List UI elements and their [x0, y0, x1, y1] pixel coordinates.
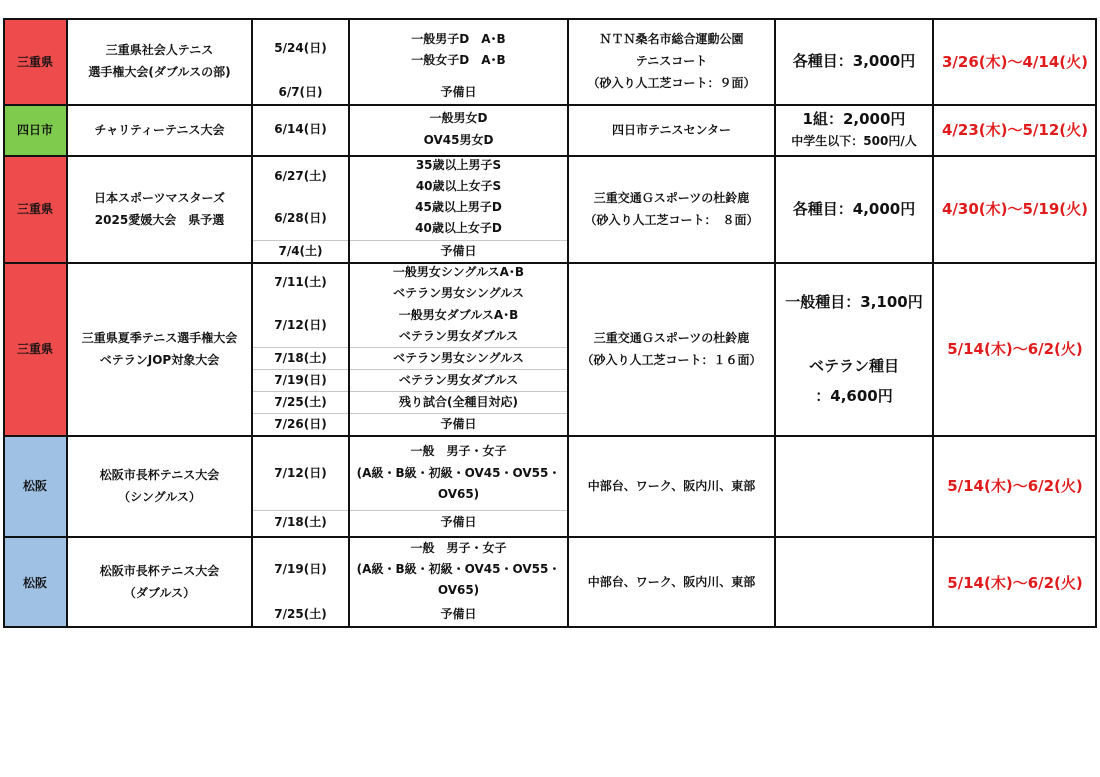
venue-line: （砂入り人工芝コート：１６面） — [581, 352, 762, 367]
fee-line: 中学生以下：500円/人 — [791, 133, 917, 148]
fee-cell — [775, 536, 933, 628]
date-label: 6/14(日) — [274, 122, 327, 136]
region-label: 松阪 — [22, 479, 47, 493]
fee-line: 各種目：4,000円 — [792, 199, 916, 218]
venue-line: 中部台、ワーク、阪内川、東部 — [587, 575, 756, 589]
event-label: 35歳以上男子S — [415, 158, 502, 172]
region-cell — [3, 18, 67, 104]
venue-line: ＮＴＮ桑名市総合運動公園 — [599, 32, 744, 46]
fee-cell — [775, 18, 933, 104]
row-divider — [252, 347, 568, 348]
tournament-name-line: 松阪市長杯テニス大会 — [99, 467, 220, 482]
row-divider — [252, 240, 568, 241]
fee-cell — [775, 262, 933, 435]
tournament-name-line: （シングルス） — [118, 489, 201, 504]
fee-cell — [775, 435, 933, 536]
date-label: 6/28(日) — [274, 211, 327, 225]
region-cell — [3, 262, 67, 435]
event-label: (A級・B級・初級・OV45・OV55・ — [356, 562, 561, 576]
event-label: OV65) — [437, 487, 480, 501]
event-label: (A級・B級・初級・OV45・OV55・ — [356, 466, 561, 480]
date-label: 7/19(日) — [274, 373, 327, 387]
region-cell — [3, 104, 67, 155]
venue-line: 三重交通Ｇスポーツの杜鈴鹿 — [593, 190, 750, 205]
venue-cell — [568, 104, 775, 155]
region-label: 三重県 — [16, 202, 53, 216]
fee-line: 各種目：3,000円 — [792, 52, 916, 70]
column-border — [567, 18, 569, 628]
event-label: 40歳以上女子S — [415, 179, 502, 193]
column-border — [66, 18, 68, 628]
fee-line: ：4,600円 — [815, 386, 893, 405]
venue-cell — [568, 155, 775, 262]
deadline-label: 4/23(木)～5/12(火) — [941, 121, 1088, 139]
fee-line: 一般種目：3,100円 — [785, 292, 923, 311]
date-label: 7/26(日) — [274, 417, 327, 431]
region-label: 四日市 — [16, 123, 53, 137]
tournament-name-cell — [67, 435, 252, 536]
region-cell — [3, 536, 67, 628]
event-label: 予備日 — [440, 607, 477, 621]
fee-cell — [775, 104, 933, 155]
fee-line: ベテラン種目 — [808, 356, 899, 375]
column-border — [348, 18, 350, 628]
row-divider — [252, 413, 568, 414]
fee-cell — [775, 155, 933, 262]
deadline-label: 3/26(木)～4/14(火) — [941, 52, 1088, 71]
date-label: 7/11(土) — [274, 275, 327, 289]
deadline-label: 5/14(木)～6/2(火) — [947, 340, 1083, 358]
region-cell — [3, 435, 67, 536]
row-divider — [252, 369, 568, 370]
deadline-cell — [933, 18, 1097, 104]
date-label: 7/12(日) — [274, 318, 327, 332]
column-border — [932, 18, 934, 628]
date-label: 7/25(土) — [274, 395, 327, 409]
tournament-name-line: 2025愛媛大会 県予選 — [94, 212, 225, 227]
region-label: 松阪 — [22, 575, 47, 590]
tournament-name-line: （ダブルス） — [123, 586, 196, 600]
region-label: 三重県 — [16, 342, 53, 356]
venue-line: （砂入り人工芝コート： ８面） — [584, 212, 759, 227]
column-border — [774, 18, 776, 628]
venue-line: （砂入り人工芝コート：９面） — [587, 76, 756, 90]
event-label: 一般女子D A･B — [411, 53, 506, 67]
event-label: 予備日 — [440, 417, 477, 431]
row-divider — [252, 391, 568, 392]
tournament-name-line: 選手権大会(ダブルスの部) — [88, 65, 231, 79]
deadline-cell — [933, 536, 1097, 628]
venue-cell — [568, 18, 775, 104]
event-label: ベテラン男女シングルス — [393, 286, 524, 300]
event-label: 一般 男子・女子 — [410, 541, 507, 555]
column-border — [3, 18, 5, 628]
venue-cell — [568, 262, 775, 435]
event-label: 一般男女シングルスA･B — [392, 265, 525, 279]
event-label: 一般男女D — [429, 111, 488, 125]
tournament-name-line: 松阪市長杯テニス大会 — [99, 564, 220, 578]
tournament-name-cell — [67, 18, 252, 104]
event-label: 40歳以上女子D — [415, 221, 502, 235]
region-cell — [3, 155, 67, 262]
date-label: 6/7(日) — [278, 85, 323, 99]
tournament-schedule-table — [3, 18, 1097, 628]
event-label: 一般 男子・女子 — [410, 444, 507, 458]
event-label: 予備日 — [440, 85, 477, 99]
event-label: 予備日 — [440, 244, 477, 258]
date-label: 5/24(日) — [274, 41, 327, 55]
tournament-name-cell — [67, 262, 252, 435]
venue-line: テニスコート — [635, 54, 708, 68]
date-label: 7/19(日) — [274, 562, 327, 576]
date-label: 7/18(土) — [274, 515, 327, 529]
column-border — [1095, 18, 1097, 628]
deadline-label: 5/14(木)～6/2(火) — [947, 573, 1083, 592]
event-label: 45歳以上男子D — [415, 200, 502, 214]
tournament-name-cell — [67, 104, 252, 155]
date-label: 7/25(土) — [274, 607, 327, 621]
event-label: OV65) — [437, 583, 480, 597]
tournament-name-line: チャリティーテニス大会 — [94, 122, 225, 137]
event-label: 残り試合(全種目対応) — [399, 395, 518, 409]
date-label: 7/18(土) — [274, 351, 327, 365]
column-border — [251, 18, 253, 628]
date-label: 6/27(土) — [274, 169, 327, 183]
row-divider — [252, 510, 568, 511]
event-label: 予備日 — [440, 515, 477, 529]
tournament-name-line: ベテランJOP対象大会 — [99, 352, 220, 367]
deadline-cell — [933, 262, 1097, 435]
event-label: ベテラン男女ダブルス — [398, 373, 519, 387]
tournament-name-line: 日本スポーツマスターズ — [94, 190, 225, 205]
venue-line: 三重交通Ｇスポーツの杜鈴鹿 — [593, 330, 750, 345]
deadline-cell — [933, 104, 1097, 155]
date-label: 7/12(日) — [274, 466, 327, 480]
venue-line: 中部台、ワーク、阪内川、東部 — [587, 478, 756, 493]
event-label: 一般男女ダブルスA･B — [398, 308, 519, 322]
event-label: ベテラン男女シングルス — [393, 351, 524, 365]
event-label: ベテラン男女ダブルス — [398, 329, 519, 343]
date-label: 7/4(土) — [278, 244, 323, 258]
tournament-name-cell — [67, 155, 252, 262]
venue-cell — [568, 536, 775, 628]
tournament-name-line: 三重県社会人テニス — [105, 43, 214, 57]
venue-line: 四日市テニスセンター — [611, 122, 732, 137]
tournament-name-line: 三重県夏季テニス選手権大会 — [81, 330, 238, 345]
deadline-cell — [933, 435, 1097, 536]
deadline-cell — [933, 155, 1097, 262]
region-label: 三重県 — [16, 54, 53, 69]
tournament-name-cell — [67, 536, 252, 628]
event-label: 一般男子D A･B — [411, 32, 506, 46]
venue-cell — [568, 435, 775, 536]
event-label: OV45男女D — [423, 133, 494, 147]
deadline-label: 4/30(木)～5/19(火) — [941, 200, 1088, 218]
deadline-label: 5/14(木)～6/2(火) — [947, 477, 1083, 495]
fee-line: 1組：2,000円 — [802, 109, 906, 128]
